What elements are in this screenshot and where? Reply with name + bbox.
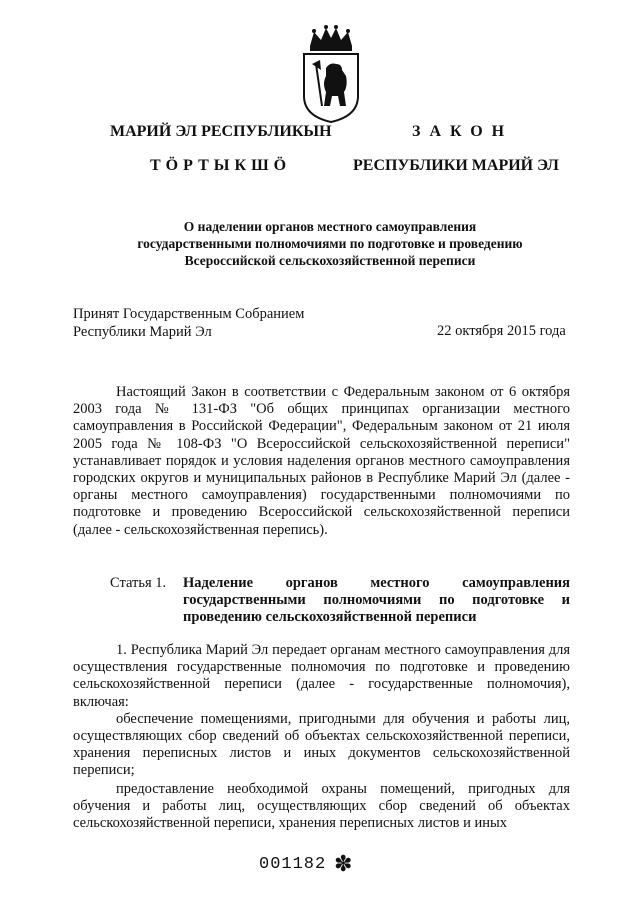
header-right-line1: ЗАКОН — [412, 123, 514, 140]
preamble — [73, 384, 570, 539]
law-title-line3: Всероссийской сельскохозяйственной переписи — [184, 253, 476, 268]
header-left-line2: ТӦРТЫКШӦ — [150, 157, 292, 174]
law-title-line2: государственными полномочиями по подготовке и проведению — [137, 236, 523, 251]
paragraph-3: предоставление необходимой охраны помещений, пригодных для обучения и работы лиц, осуществляющих сбор сведений об объектах сельскохозяйственной переписи, хранения переписных листов и иных — [73, 780, 570, 832]
law-title-line1: О наделении органов местного самоуправления — [183, 219, 477, 234]
header-right-line2: РЕСПУБЛИКИ МАРИЙ ЭЛ — [353, 157, 559, 174]
document-number-stamp: 001182 — [259, 855, 327, 874]
adopted-line2: Республики Марий Эл — [73, 324, 212, 340]
paragraph-1: 1. Республика Марий Эл передает органам местного самоуправления для осуществления государственные полномочия по подготовке и проведению сельскохозяйственной переписи (далее - государственные полномочия), включая: — [73, 642, 570, 710]
star-mark: ✽ — [334, 851, 353, 876]
article-label: Статья 1. — [110, 575, 167, 591]
paragraph-2: обеспечение помещениями, пригодными для обучения и работы лиц, осуществляющих сбор сведений об объектах сельскохозяйственной переписи, хранения переписных листов и иных документов сельскохозяйственной переписи; — [73, 710, 570, 779]
law-title — [60, 218, 600, 269]
article-body — [73, 642, 570, 832]
header-left-line1: МАРИЙ ЭЛ РЕСПУБЛИКЫН — [110, 123, 332, 140]
coat-of-arms-emblem — [296, 24, 366, 124]
preamble-text: Настоящий Закон в соответствии с Федеральным законом от 6 октября 2003 года № 131-ФЗ "Об общих принципах организации местного самоуправления в Российской Федерации", Федеральным законом от 21 июля 2005 года № 108-ФЗ "О Всероссийской сельскохозяйственной переписи" устанавливает порядок и условия наделения органов местного самоуправления городских округов и муниципальных районов в Республике Марий Эл (далее - органы местного самоуправления) государственными полномочиями по подготовке и проведению Всероссийской сельскохозяйственной переписи (далее - сельскохозяйственная перепись). — [73, 384, 570, 538]
adoption-date: 22 октября 2015 года — [437, 323, 566, 339]
adopted-line1: Принят Государственным Собранием — [73, 306, 305, 322]
article-title: Наделение органов местного самоуправления государственными полномочиями по подготовке и проведению сельскохозяйственной переписи — [183, 575, 570, 626]
adopted-by — [73, 305, 304, 341]
